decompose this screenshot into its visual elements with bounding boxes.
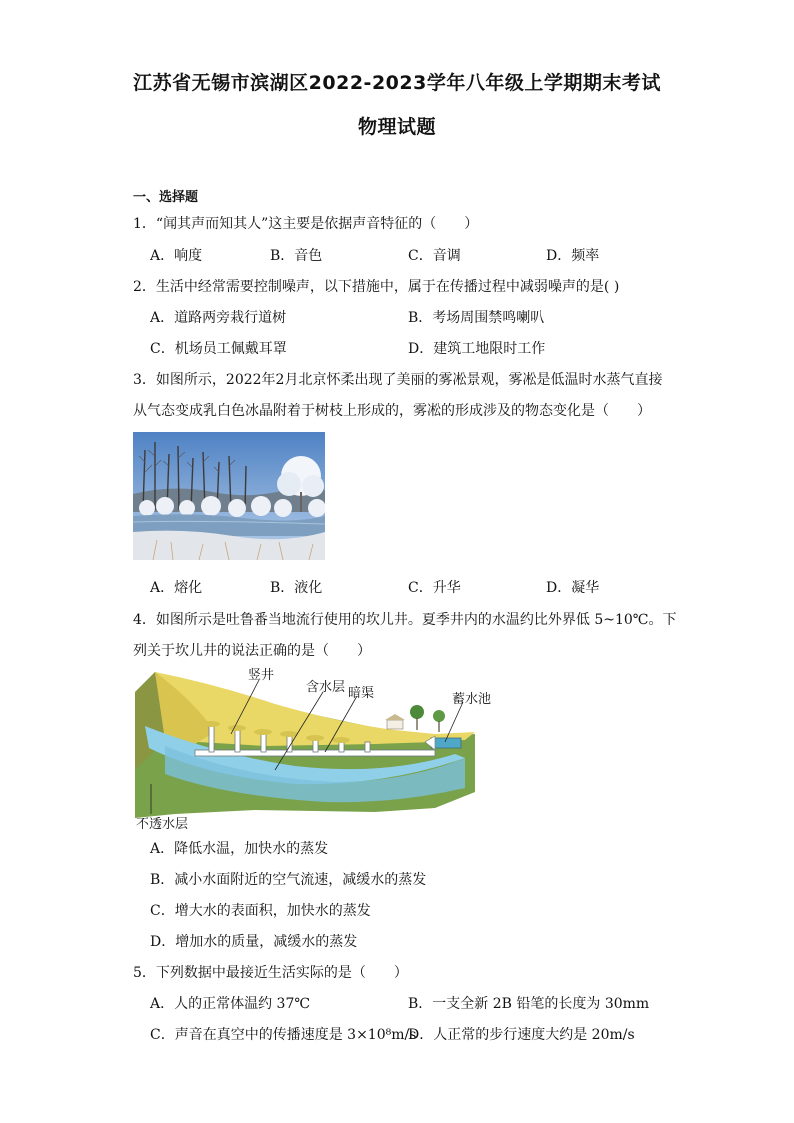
rime-landscape-photo [133, 432, 325, 560]
question-5-stem: 5．下列数据中最接近生活实际的是（ ） [133, 965, 408, 981]
karez-diagram [135, 662, 475, 824]
section-heading: 一、选择题 [133, 190, 199, 205]
label-vertical-shaft: 竖井 [248, 668, 275, 683]
label-underground-canal: 暗渠 [348, 686, 375, 701]
question-2-option-a[interactable]: A．道路两旁栽行道树 [150, 310, 287, 326]
question-5-option-c[interactable]: C．声音在真空中的传播速度是 3×10⁸m/s [150, 1027, 417, 1043]
question-3-stem-line1: 3．如图所示，2022年2月北京怀柔出现了美丽的雾凇景观，雾凇是低温时水蒸气直接 [133, 372, 663, 388]
question-4-option-a[interactable]: A．降低水温，加快水的蒸发 [150, 841, 329, 857]
question-4-stem-line2: 列关于坎儿井的说法正确的是（ ） [133, 643, 371, 659]
question-4-option-d[interactable]: D．增加水的质量，减缓水的蒸发 [150, 934, 358, 950]
question-3-stem-line2: 从气态变成乳白色冰晶附着于树枝上形成的，雾凇的形成涉及的物态变化是（ ） [133, 403, 651, 419]
question-4-option-b[interactable]: B．减小水面附近的空气流速，减缓水的蒸发 [150, 872, 427, 888]
question-4-option-c[interactable]: C．增大水的表面积，加快水的蒸发 [150, 903, 371, 919]
question-1-option-d[interactable]: D．频率 [546, 248, 600, 264]
question-5-option-d[interactable]: D．人正常的步行速度大约是 20m/s [408, 1027, 635, 1043]
question-3-option-c[interactable]: C．升华 [408, 580, 461, 596]
question-3-option-d[interactable]: D．凝华 [546, 580, 600, 596]
question-2-stem: 2．生活中经常需要控制噪声，以下措施中，属于在传播过程中减弱噪声的是( ) [133, 279, 620, 295]
question-1-option-b[interactable]: B．音色 [270, 248, 323, 264]
question-5-option-b[interactable]: B．一支全新 2B 铅笔的长度为 30mm [408, 996, 650, 1012]
question-2-option-c[interactable]: C．机场员工佩戴耳罩 [150, 341, 287, 357]
question-3-option-b[interactable]: B．液化 [270, 580, 323, 596]
label-storage-pool: 蓄水池 [452, 692, 492, 707]
question-3-option-a[interactable]: A．熔化 [150, 580, 203, 596]
question-1-option-a[interactable]: A．响度 [150, 248, 203, 264]
question-4-stem-line1: 4．如图所示是吐鲁番当地流行使用的坎儿井。夏季井内的水温约比外界低 5~10℃。下 [133, 612, 677, 628]
question-5-option-a[interactable]: A．人的正常体温约 37℃ [150, 996, 311, 1012]
question-1-stem: 1．“闻其声而知其人”这主要是依据声音特征的（ ） [133, 216, 479, 232]
question-2-option-b[interactable]: B．考场周围禁鸣喇叭 [408, 310, 545, 326]
question-1-option-c[interactable]: C．音调 [408, 248, 461, 264]
exam-title: 江苏省无锡市滨湖区2022-2023学年八年级上学期期末考试 [133, 72, 661, 94]
label-aquifer: 含水层 [306, 680, 346, 695]
label-impermeable-layer: 不透水层 [136, 817, 189, 832]
question-2-option-d[interactable]: D．建筑工地限时工作 [408, 341, 546, 357]
exam-subtitle: 物理试题 [357, 116, 436, 138]
